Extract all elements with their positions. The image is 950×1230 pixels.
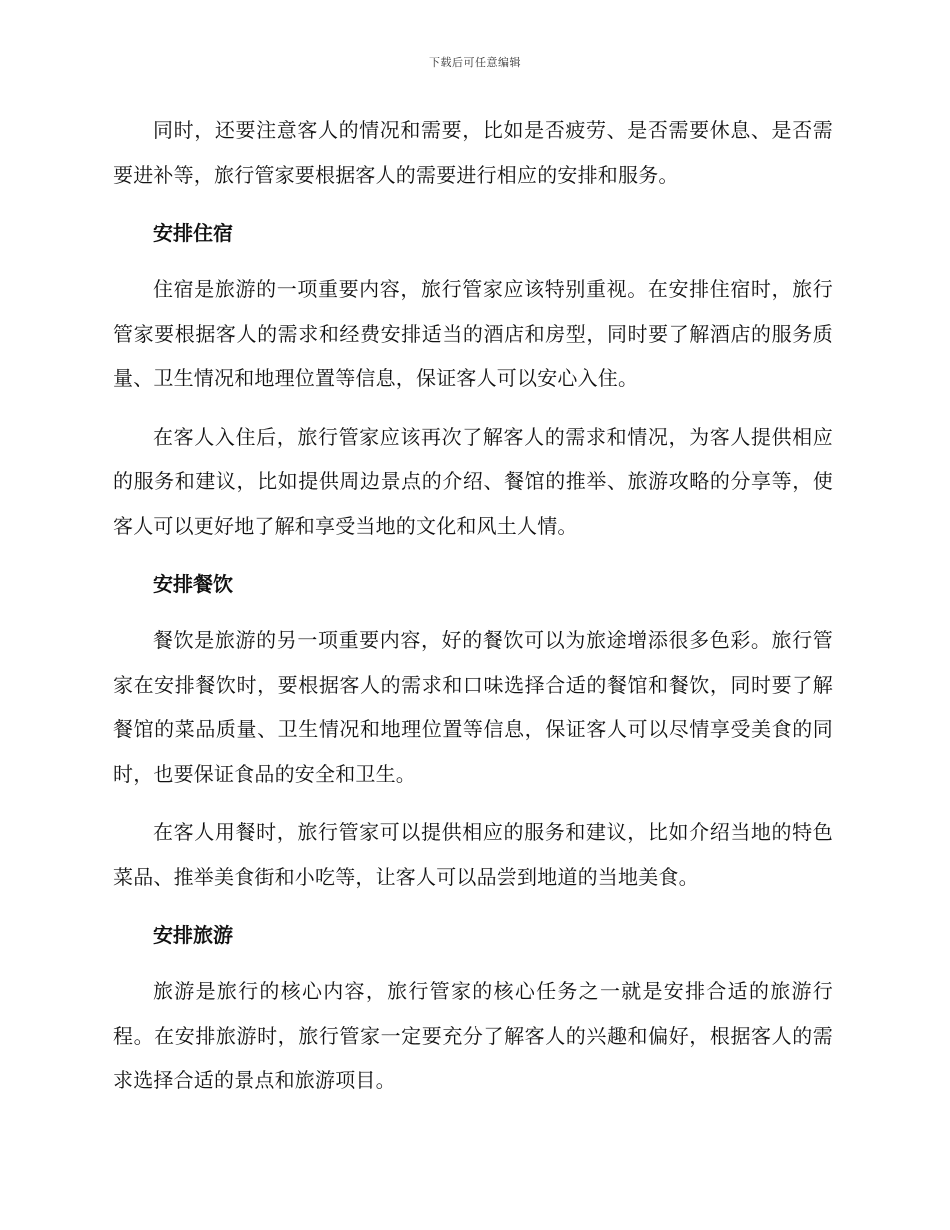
paragraph-after-checkin: 在客人入住后，旅行管家应该再次了解客人的需求和情况，为客人提供相应的服务和建议，比如提供周边景点的介绍、餐馆的推举、旅游攻略的分享等，使客人可以更好地了解和享受当地的文化和风土人情。 [113,424,833,538]
paragraph-during-meal: 在客人用餐时，旅行管家可以提供相应的服务和建议，比如介绍当地的特色菜品、推举美食街和小吃等，让客人可以品尝到地道的当地美食。 [113,820,833,889]
paragraph-accommodation-intro: 住宿是旅游的一项重要内容，旅行管家应该特别重视。在安排住宿时，旅行管家要根据客人的需求和经费安排适当的酒店和房型，同时要了解酒店的服务质量、卫生情况和地理位置等信息，保证客人可以安心入住。 [113,277,833,390]
page-header: 下载后可任意编辑 [429,56,521,69]
paragraph-care-needs: 同时，还要注意客人的情况和需要，比如是否疲劳、是否需要休息、是否需要进补等，旅行管家要根据客人的需要进行相应的安排和服务。 [113,118,833,187]
heading-accommodation: 安排住宿 [153,221,233,245]
paragraph-touring-intro: 旅游是旅行的核心内容，旅行管家的核心任务之一就是安排合适的旅游行程。在安排旅游时，旅行管家一定要充分了解客人的兴趣和偏好，根据客人的需求选择合适的景点和旅游项目。 [113,979,833,1092]
heading-dining: 安排餐饮 [153,572,233,596]
document-body [113,108,833,1117]
paragraph-dining-intro: 餐饮是旅游的另一项重要内容，好的餐饮可以为旅途增添很多色彩。旅行管家在安排餐饮时，要根据客人的需求和口味选择合适的餐馆和餐饮，同时要了解餐馆的菜品质量、卫生情况和地理位置等信息，保证客人可以尽情享受美食的同时，也要保证食品的安全和卫生。 [113,628,833,786]
heading-touring: 安排旅游 [153,923,233,947]
